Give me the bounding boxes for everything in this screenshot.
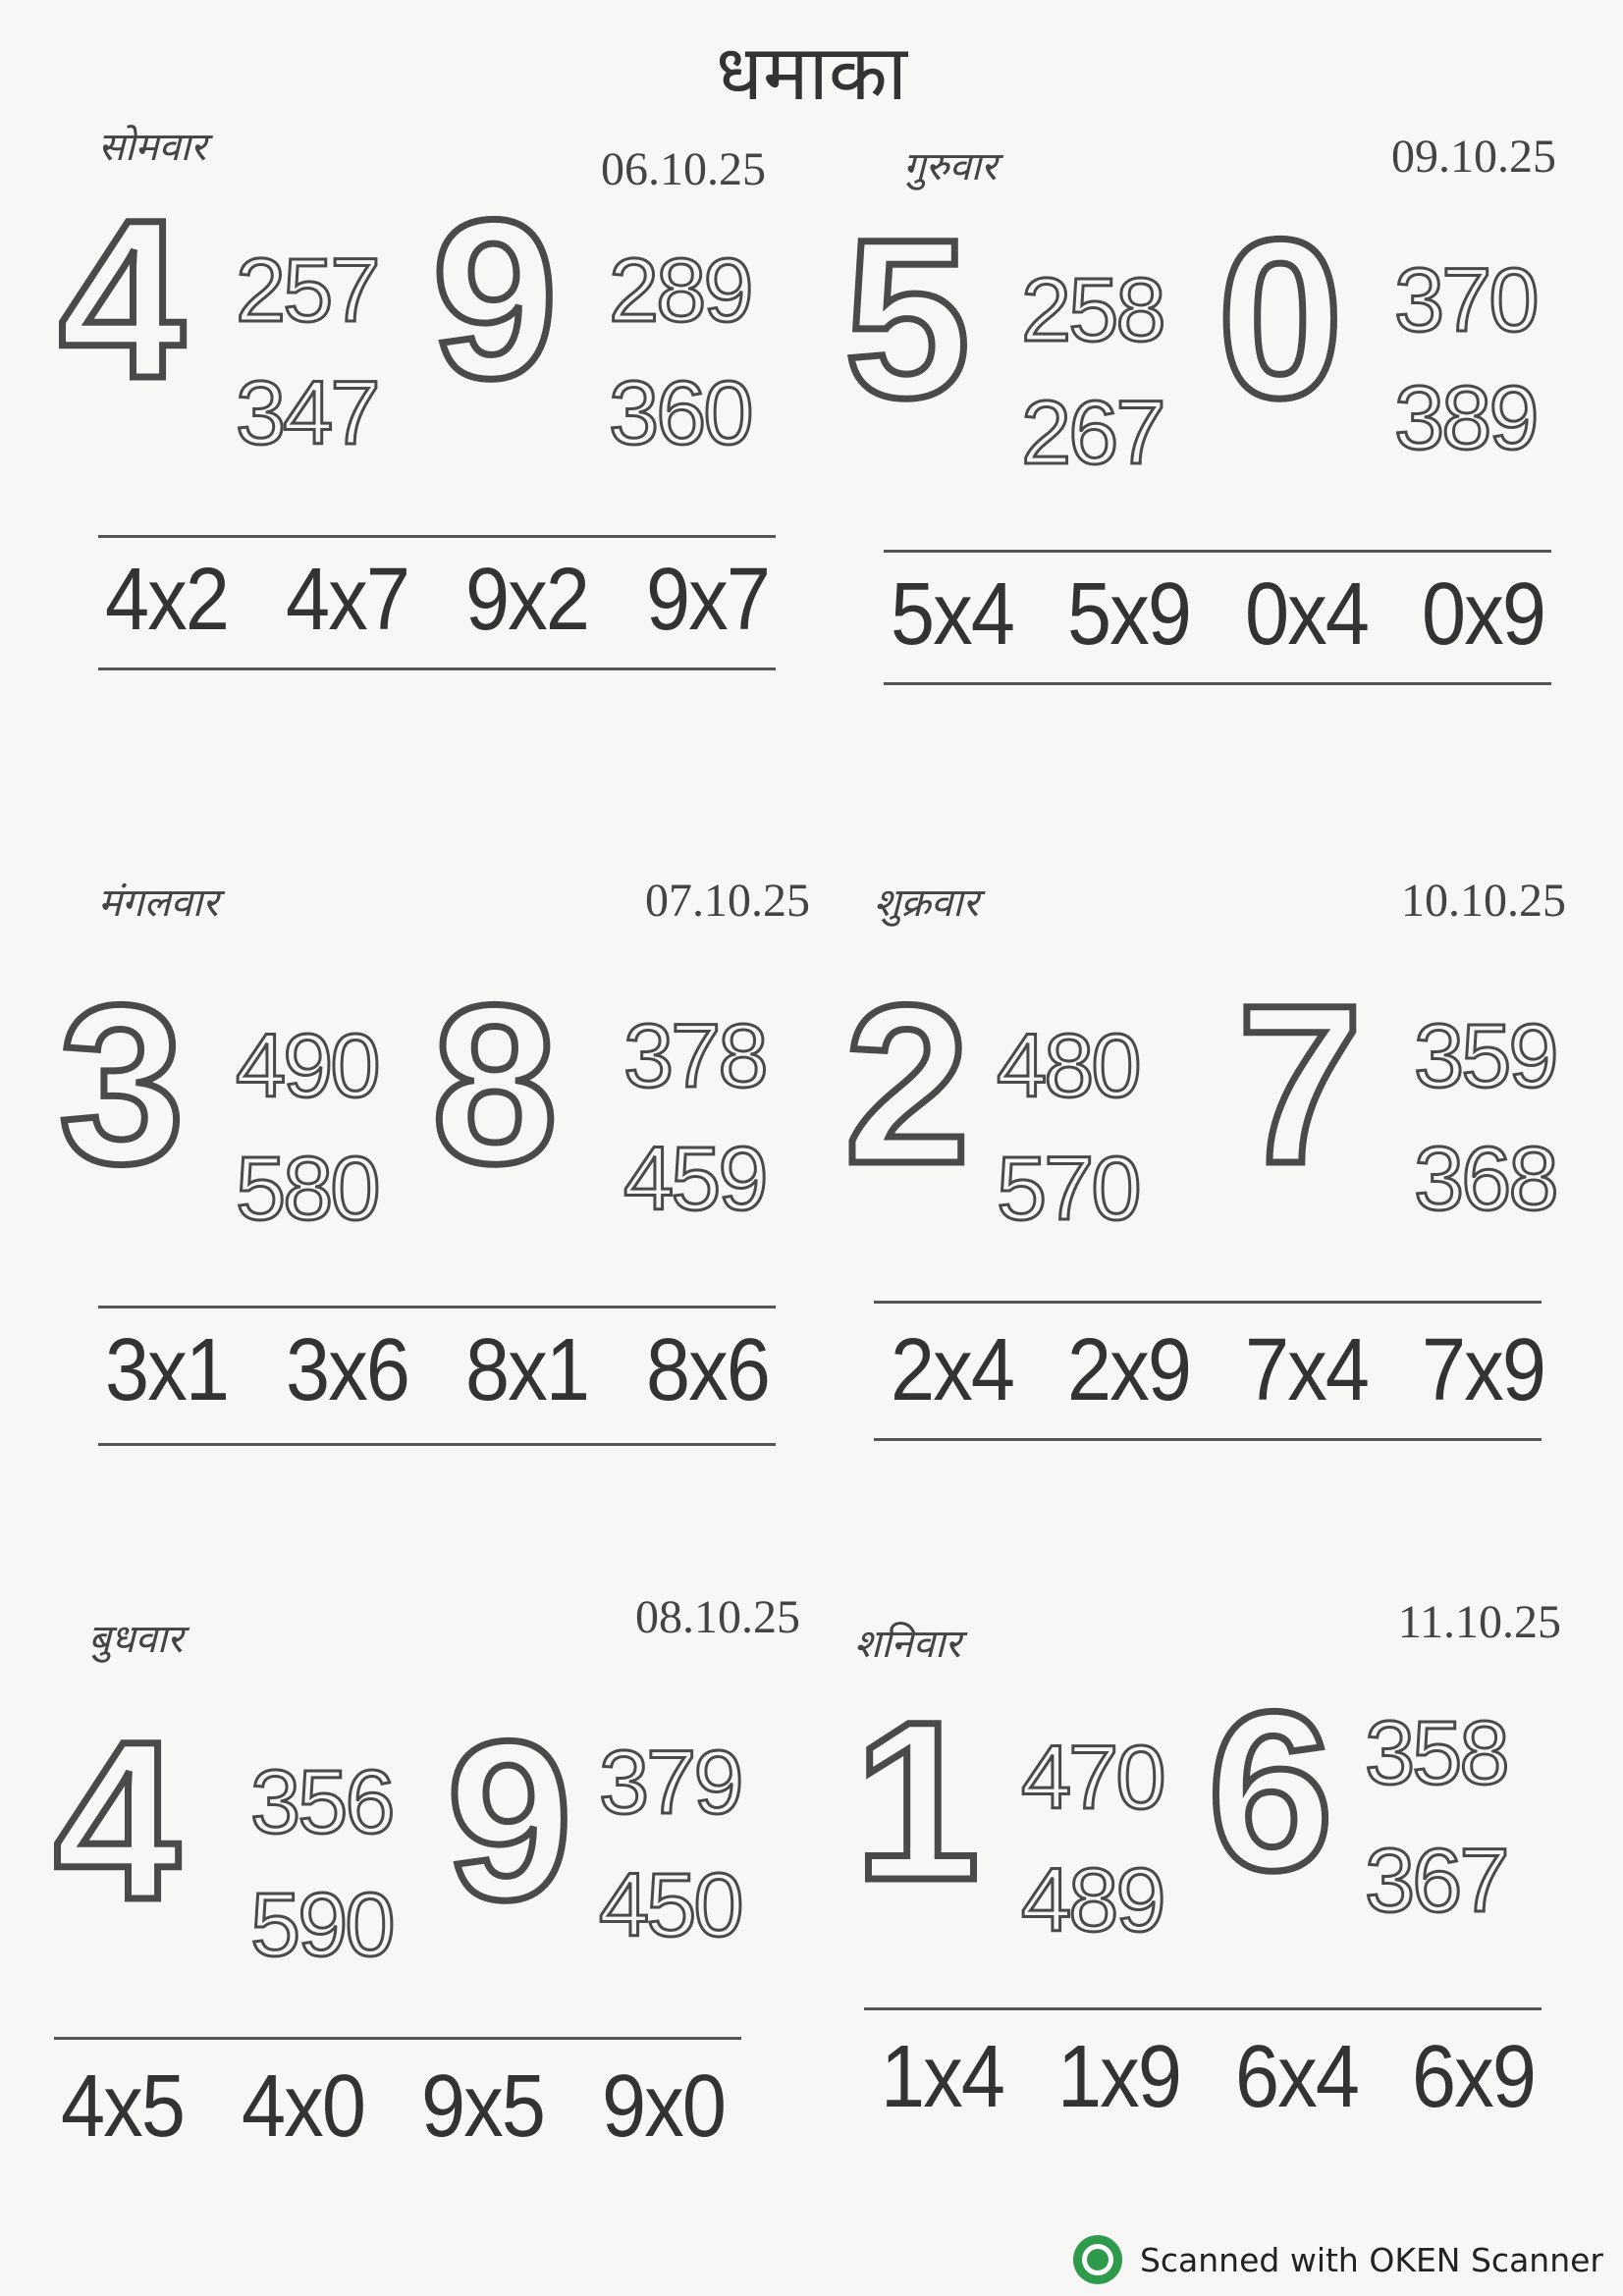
combo: 9x5 <box>421 2057 545 2156</box>
combo: 8x1 <box>465 1321 589 1419</box>
close-pana-2: 459 <box>623 1129 766 1229</box>
close-digit: 0 <box>1217 192 1343 445</box>
close-pana-1: 359 <box>1414 1006 1556 1106</box>
close-pana-2: 367 <box>1365 1831 1507 1931</box>
combo-row <box>874 2027 1542 2128</box>
open-pana-1: 490 <box>236 1016 378 1116</box>
scanner-watermark <box>1073 2235 1603 2284</box>
open-pana-1: 480 <box>997 1016 1139 1116</box>
date-label: 06.10.25 <box>601 143 766 195</box>
close-pana-1: 358 <box>1365 1703 1507 1803</box>
top-rule <box>98 535 776 538</box>
combo: 9x2 <box>465 551 589 649</box>
open-digit: 3 <box>59 958 185 1210</box>
open-pana-2: 489 <box>1021 1850 1163 1950</box>
day-label: सोमवार <box>98 125 207 170</box>
combo: 6x4 <box>1234 2028 1358 2126</box>
close-digit: 8 <box>432 958 558 1210</box>
bottom-rule <box>98 1443 776 1446</box>
combo: 5x9 <box>1067 565 1191 664</box>
combo: 5x4 <box>890 565 1014 664</box>
combo: 2x9 <box>1067 1321 1191 1419</box>
combo: 3x6 <box>285 1321 408 1419</box>
day-label: गुरुवार <box>903 144 998 189</box>
oken-scanner-logo-icon <box>1073 2235 1122 2284</box>
combo: 1x4 <box>880 2028 1004 2126</box>
result-panel-thursday <box>844 118 1556 667</box>
result-panel-monday <box>59 118 770 667</box>
top-rule <box>864 2007 1542 2010</box>
open-pana-1: 257 <box>236 240 378 341</box>
combo-row <box>884 564 1551 666</box>
top-rule <box>54 2037 741 2040</box>
open-pana-2: 267 <box>1021 383 1163 483</box>
combo: 7x9 <box>1421 1321 1545 1419</box>
open-digit: 4 <box>54 1694 180 1947</box>
result-panel-tuesday <box>59 874 810 1423</box>
close-pana-1: 379 <box>599 1733 741 1833</box>
open-pana-2: 347 <box>236 363 378 463</box>
open-digit: 2 <box>844 958 970 1210</box>
result-panel-friday <box>844 874 1566 1423</box>
combo: 4x2 <box>104 551 229 649</box>
close-pana-2: 368 <box>1414 1129 1556 1229</box>
combo-row <box>98 1320 776 1421</box>
open-pana-2: 570 <box>997 1139 1139 1239</box>
open-pana-2: 590 <box>250 1875 393 1975</box>
open-digit: 4 <box>59 173 185 425</box>
watermark-text: Scanned with OKEN Scanner <box>1139 2240 1603 2279</box>
top-rule <box>874 1301 1542 1304</box>
close-pana-2: 389 <box>1394 368 1537 468</box>
combo-row <box>98 550 776 651</box>
result-panel-saturday <box>844 1580 1561 2130</box>
day-label: बुधवार <box>88 1617 184 1662</box>
combo: 2x4 <box>890 1321 1014 1419</box>
combo: 3x1 <box>104 1321 229 1419</box>
day-label: शुक्रवार <box>874 881 979 926</box>
close-pana-2: 360 <box>609 363 751 463</box>
date-label: 11.10.25 <box>1397 1596 1561 1648</box>
combo: 7x4 <box>1244 1321 1368 1419</box>
combo: 4x5 <box>60 2057 185 2156</box>
combo: 0x9 <box>1421 565 1545 664</box>
date-label: 09.10.25 <box>1391 131 1556 183</box>
combo: 9x7 <box>645 551 770 649</box>
page-title: धमाका <box>716 29 907 118</box>
close-digit: 7 <box>1237 958 1363 1210</box>
open-digit: 5 <box>844 192 970 445</box>
date-label: 08.10.25 <box>635 1591 800 1643</box>
combo: 0x4 <box>1244 565 1368 664</box>
date-label: 10.10.25 <box>1401 875 1566 927</box>
combo: 1x9 <box>1057 2028 1181 2126</box>
result-panel-wednesday <box>54 1590 800 2156</box>
close-pana-2: 450 <box>599 1855 741 1955</box>
top-rule <box>98 1306 776 1308</box>
combo: 4x7 <box>285 551 408 649</box>
combo-row <box>54 2056 731 2158</box>
combo: 6x9 <box>1411 2028 1536 2126</box>
combo-row <box>884 1320 1551 1421</box>
bottom-rule <box>98 667 776 670</box>
open-digit: 1 <box>854 1675 980 1927</box>
bottom-rule <box>874 1438 1542 1441</box>
combo: 8x6 <box>645 1321 770 1419</box>
date-label: 07.10.25 <box>645 875 810 927</box>
close-pana-1: 378 <box>623 1006 766 1106</box>
close-pana-1: 289 <box>609 240 751 341</box>
day-label: मंगलवार <box>98 881 219 926</box>
bottom-rule <box>884 682 1551 685</box>
day-label: शनिवार <box>854 1622 961 1667</box>
combo: 9x0 <box>601 2057 726 2156</box>
combo: 4x0 <box>241 2057 364 2156</box>
open-pana-2: 580 <box>236 1139 378 1239</box>
close-digit: 9 <box>432 173 558 425</box>
close-pana-1: 370 <box>1394 250 1537 350</box>
close-digit: 6 <box>1208 1665 1333 1917</box>
open-pana-1: 258 <box>1021 260 1163 360</box>
top-rule <box>884 550 1551 553</box>
open-pana-1: 356 <box>250 1752 393 1852</box>
close-digit: 9 <box>447 1694 572 1947</box>
open-pana-1: 470 <box>1021 1728 1163 1828</box>
